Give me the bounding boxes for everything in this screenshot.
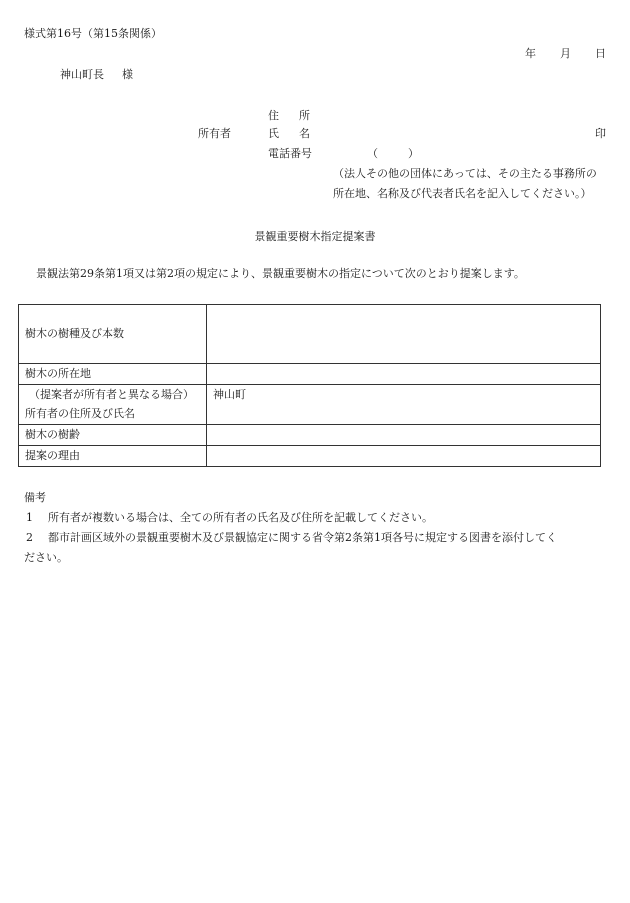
table-row <box>19 446 601 467</box>
remark-number: 1 <box>26 511 33 524</box>
row-label: 樹木の樹種及び本数 <box>19 305 207 364</box>
remark-text: 所有者が複数いる場合は、全ての所有者の氏名及び住所を記載してください。 <box>48 511 433 524</box>
proposal-table <box>18 304 601 467</box>
date-day: 日 <box>595 47 606 60</box>
remark-text-continued: ださい。 <box>24 551 68 564</box>
row-label: 樹木の所在地 <box>19 364 207 385</box>
document-title: 景観重要樹木指定提案書 <box>254 230 376 243</box>
remark-item <box>24 532 557 543</box>
addressee-name: 神山町長 <box>60 68 104 81</box>
intro-text: 景観法第29条第1項又は第2項の規定により、景観重要樹木の指定について次のとおり提案します。 <box>36 267 525 280</box>
table-row <box>19 364 601 385</box>
addressee-suffix: 様 <box>122 68 133 81</box>
row-value[interactable] <box>207 305 601 364</box>
addressee <box>60 69 133 80</box>
name-label: 氏 名 <box>268 127 310 140</box>
phone-area-code: （ ） <box>367 147 419 160</box>
date-month: 月 <box>560 47 571 60</box>
remark-number: 2 <box>26 531 33 544</box>
row-label: 提案の理由 <box>19 446 207 467</box>
seal-mark: 印 <box>595 127 606 140</box>
row-value[interactable] <box>207 446 601 467</box>
remark-item <box>24 512 433 523</box>
corporate-note-line1: （法人その他の団体にあっては、その主たる事務所の <box>333 167 597 180</box>
address-label: 住 所 <box>268 109 310 122</box>
phone-label: 電話番号 <box>268 147 312 160</box>
table-row <box>19 425 601 446</box>
form-number: 様式第16号（第15条関係） <box>24 27 162 40</box>
row-label <box>19 385 207 425</box>
table-row <box>19 385 601 425</box>
date-field <box>525 48 606 59</box>
row-value[interactable]: 神山町 <box>207 385 601 425</box>
table-row <box>19 305 601 364</box>
row-label-line1: （提案者が所有者と異なる場合） <box>29 388 194 401</box>
remark-text: 都市計画区域外の景観重要樹木及び景観協定に関する省令第2条第1項各号に規定する図書を添付してく <box>48 531 557 544</box>
date-year: 年 <box>525 47 536 60</box>
owner-label: 所有者 <box>198 127 231 140</box>
row-value[interactable] <box>207 425 601 446</box>
row-label-line2: 所有者の住所及び氏名 <box>25 407 135 420</box>
row-value[interactable] <box>207 364 601 385</box>
corporate-note-line2: 所在地、名称及び代表者氏名を記入してください。） <box>333 187 592 200</box>
row-label: 樹木の樹齢 <box>19 425 207 446</box>
remarks-title: 備考 <box>24 491 46 504</box>
